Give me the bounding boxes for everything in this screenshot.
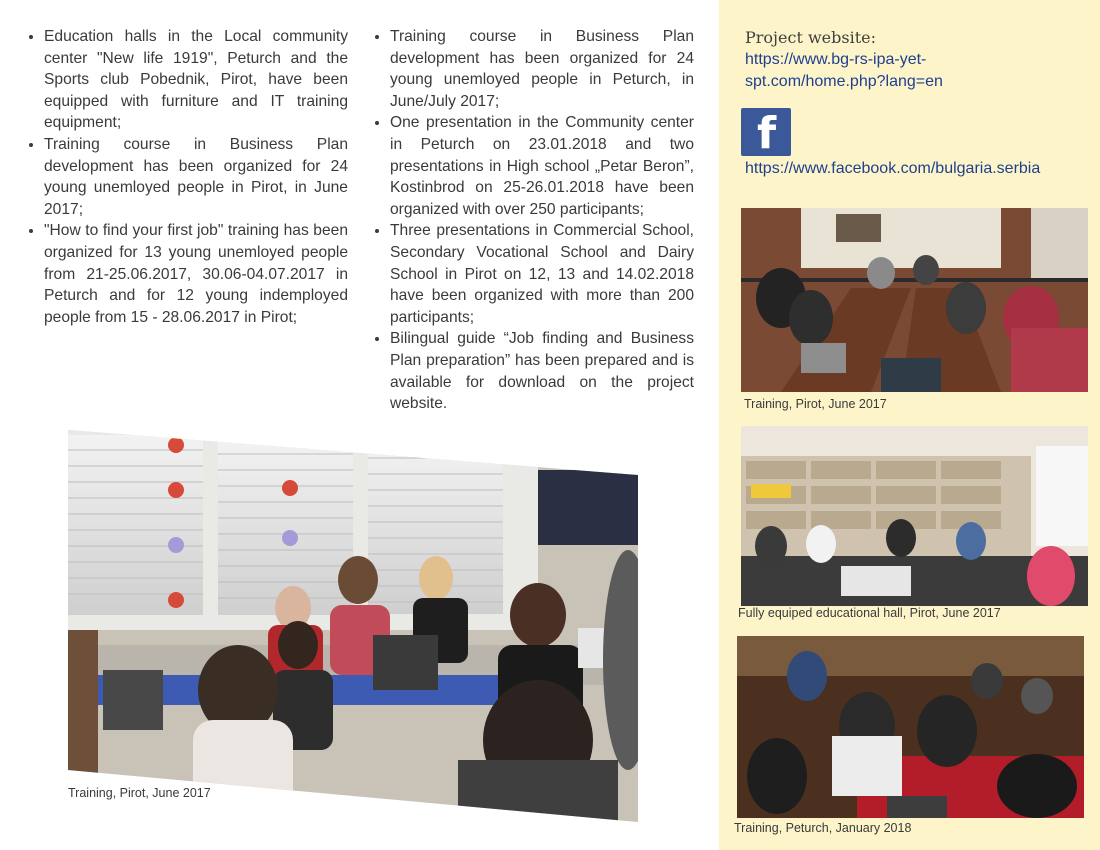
project-website-url-line1: https://www.bg-rs-ipa-yet- (745, 51, 927, 68)
sidebar-photo-1-image (741, 208, 1088, 392)
main-training-photo-image (68, 430, 638, 822)
list-item: • Training course in Business Plan development has been organized for 24 young unemloyed people in Peturch, in June/July 2017; (390, 26, 694, 112)
sidebar-photo-training-pirot (741, 208, 1088, 392)
sidebar-photo-2-image (741, 426, 1088, 606)
list-item: • "How to find your first job" training has been organized for 13 young unemloyed people from 21-25.06.2017, 30.06-04.07.2017 in Peturch and for 12 young indemployed people from 15 - 28.06.2017 in Pirot; (44, 220, 348, 328)
facebook-letter: f (757, 108, 777, 159)
main-photo-caption: Training, Pirot, June 2017 (68, 786, 211, 800)
facebook-link[interactable]: https://www.facebook.com/bulgaria.serbia (745, 160, 1041, 177)
middle-bullet-list (372, 26, 694, 415)
list-item: • Education halls in the Local community center "New life 1919", Peturch and the Sports club Pobednik, Pirot, have been equipped with furniture and IT training equipment; (44, 26, 348, 134)
list-item: • Three presentations in Commercial School, Secondary Vocational School and Dairy School in Pirot on 12, 13 and 14.02.2018 have been organized with more than 200 participants; (390, 220, 694, 328)
sidebar-photo-3-image (737, 636, 1084, 818)
list-item: • Training course in Business Plan development has been organized for 24 young unemloyed people in Pirot, in June 2017; (44, 134, 348, 220)
sidebar-photo-educational-hall (741, 426, 1088, 606)
sidebar-photo-3-caption: Training, Peturch, January 2018 (734, 821, 912, 835)
project-info-sidebar (719, 0, 1100, 850)
middle-text-column (372, 26, 694, 415)
left-bullet-list (26, 26, 348, 328)
list-item: • Bilingual guide “Job finding and Business Plan preparation” has been prepared and is available for download on the project website. (390, 328, 694, 414)
sidebar-photo-2-caption: Fully equiped educational hall, Pirot, June 2017 (738, 606, 1001, 620)
list-item: • One presentation in the Community center in Peturch on 23.01.2018 and two presentations in High school „Petar Beron”, Kostinbrod on 25-26.01.2018 have been organized with over 250 participants; (390, 112, 694, 220)
project-website-url-line2: spt.com/home.php?lang=en (745, 73, 943, 90)
project-website-link[interactable] (745, 49, 943, 93)
main-training-photo (68, 430, 638, 822)
project-website-label: Project website: (745, 28, 876, 47)
facebook-icon[interactable] (741, 108, 791, 159)
sidebar-photo-1-caption: Training, Pirot, June 2017 (744, 397, 887, 411)
sidebar-photo-training-peturch (737, 636, 1084, 818)
left-text-column (26, 26, 348, 328)
